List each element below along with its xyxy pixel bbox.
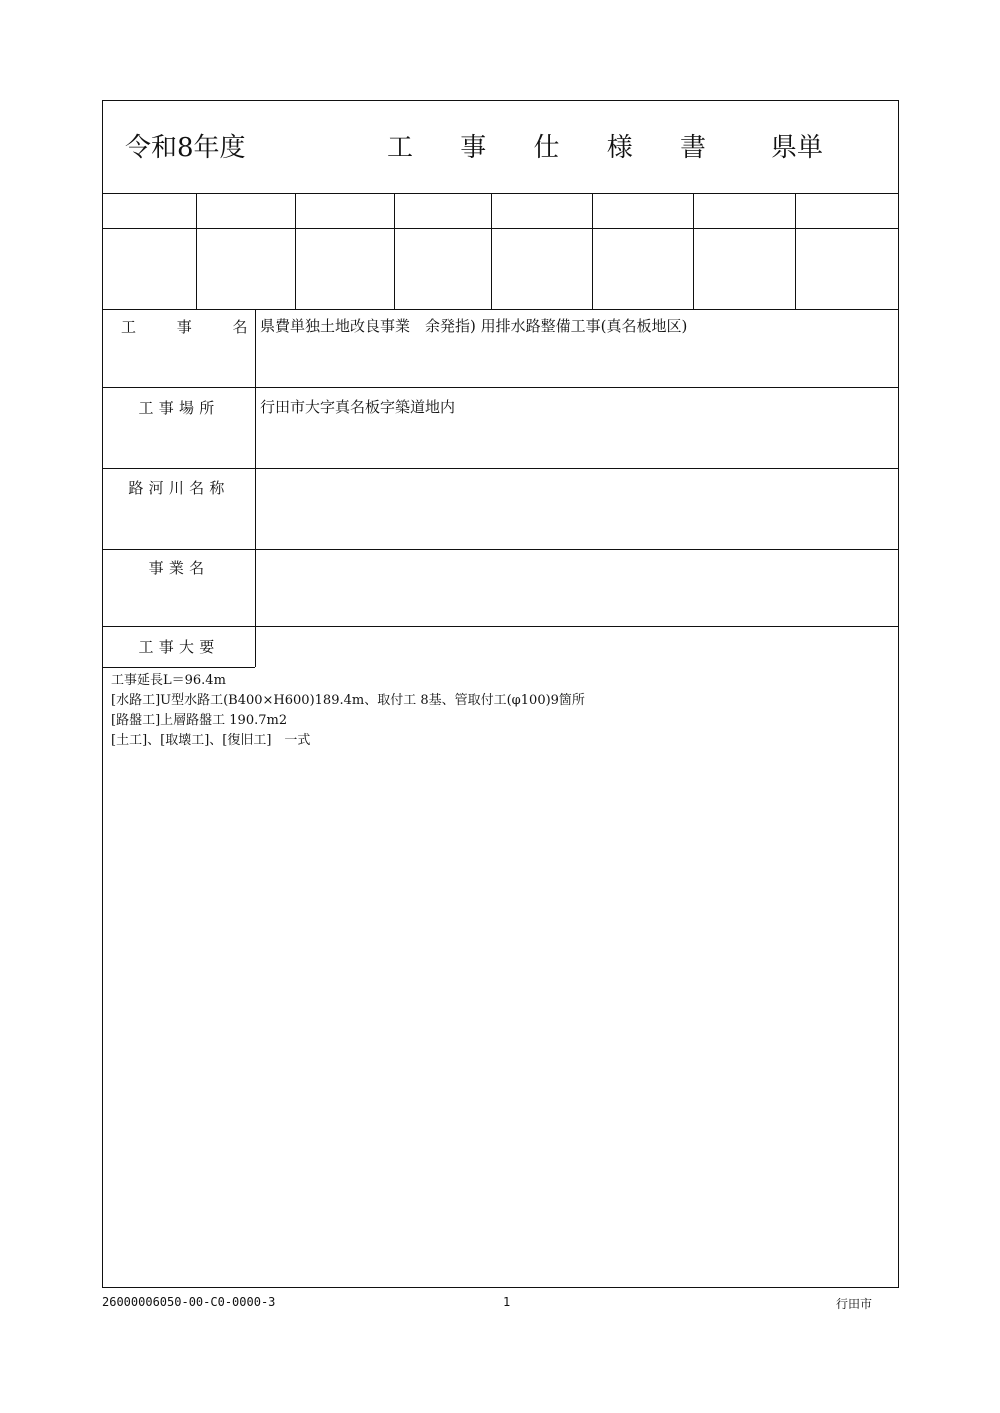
label-column-line bbox=[255, 309, 256, 667]
field-label-river-name: 路河川名称 bbox=[128, 479, 230, 497]
document-title: 工 事 仕 様 書 bbox=[387, 133, 726, 163]
field-label-work-location: 工事場所 bbox=[138, 399, 220, 417]
grid-column-line bbox=[592, 193, 593, 309]
divider bbox=[103, 228, 898, 229]
field-label-work-summary: 工事大要 bbox=[138, 638, 220, 656]
divider bbox=[103, 387, 898, 388]
field-label-project-name: 事業名 bbox=[148, 559, 210, 577]
grid-column-line bbox=[693, 193, 694, 309]
grid-column-line bbox=[491, 193, 492, 309]
specification-frame bbox=[102, 100, 899, 1288]
grid-column-line bbox=[394, 193, 395, 309]
grid-column-line bbox=[295, 193, 296, 309]
divider bbox=[103, 193, 898, 194]
summary-line: 工事延長L＝96.4m bbox=[111, 673, 226, 688]
field-value-work-location: 行田市大字真名板字築道地内 bbox=[260, 398, 456, 416]
page-number: 1 bbox=[503, 1295, 511, 1309]
document-code: 26000006050-00-C0-0000-3 bbox=[102, 1295, 276, 1309]
work-summary-text bbox=[111, 671, 585, 751]
summary-line: [土工]、[取壊工]、[復旧工] 一式 bbox=[111, 733, 311, 748]
grid-column-line bbox=[196, 193, 197, 309]
divider bbox=[103, 667, 255, 668]
field-value-work-name: 県費単独土地改良事業 余発指) 用排水路整備工事(真名板地区) bbox=[260, 317, 688, 335]
divider bbox=[103, 626, 898, 627]
fiscal-year: 令和8年度 bbox=[125, 133, 246, 163]
issuer-name: 行田市 bbox=[836, 1297, 873, 1311]
divider bbox=[103, 468, 898, 469]
summary-line: [水路工]U型水路工(B400×H600)189.4m、取付工 8基、管取付工(φ100)9箇所 bbox=[111, 693, 585, 708]
budget-category: 県単 bbox=[771, 133, 824, 163]
divider bbox=[103, 549, 898, 550]
summary-line: [路盤工]上層路盤工 190.7m2 bbox=[111, 713, 288, 728]
field-label-work-name: 工 事 名 bbox=[121, 318, 266, 336]
grid-column-line bbox=[795, 193, 796, 309]
divider bbox=[103, 309, 898, 310]
